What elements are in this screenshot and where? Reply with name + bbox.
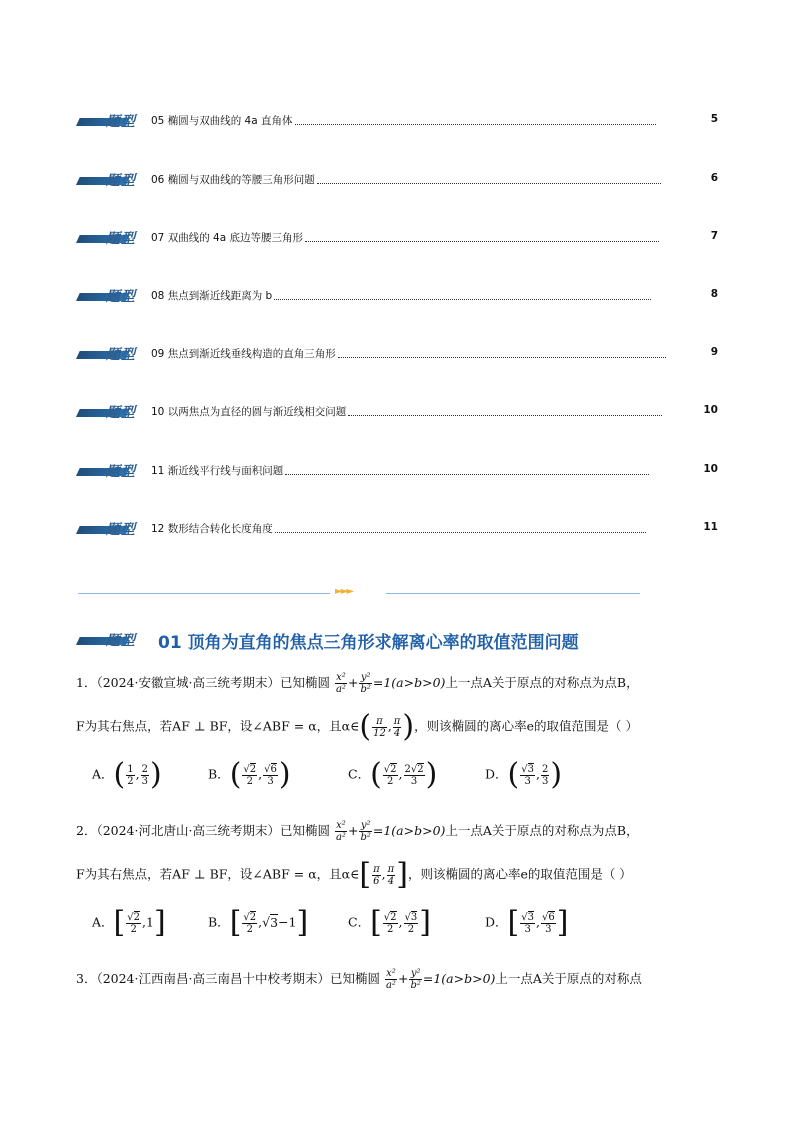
type-tag (76, 112, 144, 128)
question-1-line-1: 1．（2024·安徽宣城·高三统考期末）已知椭圆 $\frac{\text{x²}}{\text{a²}}$ + $\frac{\text{y²}}{\text{b²}}$ =1(a>b>0)上一点A关于原点的对称点为点B， (76, 672, 639, 695)
toc-entry-page: 9 (710, 346, 718, 358)
toc-leader-dots (285, 474, 649, 475)
divider-right (386, 593, 640, 594)
question-2-line-1: 2．（2024·河北唐山·高三统考期末）已知椭圆 $\frac{\text{x²}}{\text{a²}}$ + $\frac{\text{y²}}{\text{b²}}$ =1(a>b>0)上一点A关于原点的对称点为点B， (76, 820, 639, 843)
toc-entry-label: 09 焦点到渐近线垂线构造的直角三角形 (151, 348, 336, 360)
type-tag (76, 229, 144, 245)
toc-entry-page: 11 (703, 521, 718, 533)
fraction-x2-a2: $\frac{\text{x²}}{\text{a²}}$ (335, 672, 346, 695)
toc-entry-page: 5 (710, 113, 718, 125)
tag-label: 题型 (106, 347, 136, 363)
question-number: 1． (76, 675, 97, 690)
toc-entry[interactable] (76, 345, 726, 363)
toc-entry-label: 07 双曲线的 4a 底边等腰三角形 (151, 232, 303, 244)
toc-entry-label: 11 渐近线平行线与面积问题 (151, 465, 284, 477)
option-a[interactable]: A．[ $\frac{√2}{2}$ ,1] (92, 905, 166, 940)
section-heading (76, 628, 716, 652)
toc-entry-page: 8 (710, 288, 718, 300)
question-number: 2． (76, 823, 97, 838)
question-source: （2024·江西南昌·高三南昌十中校考期末） (96, 971, 330, 986)
option-b[interactable]: B．[ $\frac{√2}{2}$ ,√3−1] (208, 905, 309, 940)
question-3-line-1: 3．（2024·江西南昌·高三南昌十中校考期末）已知椭圆 $\frac{\text{x²}}{\text{a²}}$ + $\frac{\text{y²}}{\text{b²}}$ =1(a>b>0)上一点A关于原点的对称点 (76, 968, 642, 991)
question-text: 已知椭圆 (329, 971, 380, 986)
tag-label: 题型 (106, 464, 136, 480)
option-c[interactable]: C．[ $\frac{√2}{2}$ , $\frac{√3}{2}$ ] (348, 905, 431, 940)
toc-leader-dots (338, 357, 666, 358)
toc-entry[interactable] (76, 403, 726, 421)
divider-left (78, 593, 330, 594)
toc-entry[interactable] (76, 171, 726, 189)
option-b[interactable]: B．( $\frac{√2}{2}$ , $\frac{√6}{3}$ ) (208, 757, 291, 792)
question-source: （2024·安徽宣城·高三统考期末） (96, 675, 280, 690)
tag-label: 题型 (106, 289, 136, 305)
type-tag (76, 171, 144, 187)
section-title: 01 顶角为直角的焦点三角形求解离心率的取值范围问题 (158, 633, 579, 653)
toc-entry[interactable] (76, 287, 726, 305)
toc-entry-page: 10 (703, 404, 718, 416)
tag-label: 题型 (106, 633, 136, 649)
option-a[interactable]: A．( $\frac{1}{2}$ , $\frac{2}{3}$ ) (92, 757, 162, 792)
toc-entry[interactable] (76, 462, 726, 480)
question-text: 上一点A关于原点的对称点为点B， (445, 823, 639, 838)
type-tag (76, 520, 144, 536)
option-d[interactable]: D．( $\frac{√3}{3}$ , $\frac{2}{3}$ ) (485, 757, 563, 792)
option-c[interactable]: C．( $\frac{√2}{2}$ , $\frac{2√2}{3}$ ) (348, 757, 438, 792)
question-text: 已知椭圆 (279, 675, 330, 690)
toc-entry[interactable] (76, 112, 726, 130)
toc-entry-label: 12 数形结合转化长度角度 (151, 523, 273, 535)
tag-label: 题型 (106, 522, 136, 538)
toc-leader-dots (305, 241, 659, 242)
option-d[interactable]: D．[ $\frac{√3}{3}$ , $\frac{√6}{3}$ ] (485, 905, 569, 940)
fraction-y2-b2: $\frac{\text{y²}}{\text{b²}}$ (360, 672, 371, 695)
tag-label: 题型 (106, 231, 136, 247)
type-tag (76, 345, 144, 361)
question-text: ，则该椭圆的离心率e的取值范围是（ ） (407, 866, 632, 882)
toc-leader-dots (348, 415, 662, 416)
toc-entry-label: 06 椭圆与双曲线的等腰三角形问题 (151, 174, 315, 186)
toc-leader-dots (275, 532, 646, 533)
tag-label: 题型 (106, 405, 136, 421)
question-text: 上一点A关于原点的对称点 (495, 971, 642, 986)
toc-entry-page: 6 (710, 172, 718, 184)
type-tag (76, 631, 144, 647)
toc-leader-dots (295, 124, 656, 125)
question-text: ，则该椭圆的离心率e的取值范围是（ ） (414, 718, 638, 734)
question-source: （2024·河北唐山·高三统考期末） (96, 823, 280, 838)
question-text: 已知椭圆 (279, 823, 330, 838)
toc-entry-label: 10 以两焦点为直径的圆与渐近线相交问题 (151, 406, 347, 418)
toc-leader-dots (317, 183, 661, 184)
question-text: 上一点A关于原点的对称点为点B， (445, 675, 639, 690)
toc-entry-page: 7 (710, 230, 718, 242)
question-text: F为其右焦点，若AF ⊥ BF，设∠ABF = α，且α∈ (76, 866, 360, 882)
divider-arrows-icon: ►►► (335, 586, 353, 597)
question-number: 3． (76, 971, 97, 986)
toc-leader-dots (274, 299, 651, 300)
question-2-line-2: F为其右焦点，若AF ⊥ BF，设∠ABF = α，且α∈[ $\frac{\pi}{6}$ , $\frac{\pi}{4}$ ]，则该椭圆的离心率e的取值范围是（ ） (76, 857, 632, 892)
tag-label: 题型 (106, 173, 136, 189)
toc-entry[interactable] (76, 229, 726, 247)
type-tag (76, 462, 144, 478)
question-text: F为其右焦点，若AF ⊥ BF，设∠ABF = α，且α∈ (76, 718, 360, 734)
toc-entry[interactable] (76, 520, 726, 538)
tag-label: 题型 (106, 114, 136, 130)
toc-entry-label: 05 椭圆与双曲线的 4a 直角体 (151, 115, 293, 127)
toc-entry-label: 08 焦点到渐近线距离为 b (151, 290, 273, 302)
toc-entry-page: 10 (703, 463, 718, 475)
type-tag (76, 287, 144, 303)
question-1-line-2: F为其右焦点，若AF ⊥ BF，设∠ABF = α，且α∈( $\frac{\pi}{12}$ , $\frac{\pi}{4}$ )，则该椭圆的离心率e的取值范围是（ ） (76, 709, 638, 744)
type-tag (76, 403, 144, 419)
